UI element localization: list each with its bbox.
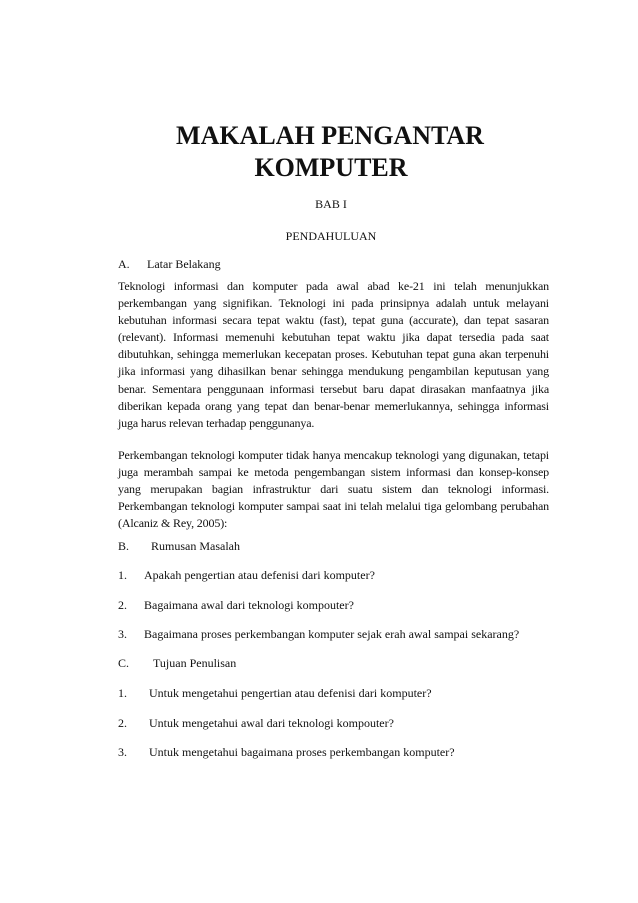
list-item-number: 1.	[118, 686, 127, 700]
list-item-number: 3.	[118, 627, 127, 641]
list-item-number: 2.	[118, 598, 127, 612]
list-item-number: 1.	[118, 568, 127, 582]
chapter-label: BAB I	[315, 197, 347, 211]
section-b-number: B.	[118, 539, 130, 553]
list-item-text: Bagaimana awal dari teknologi kompouter?	[144, 598, 354, 612]
list-item	[118, 597, 354, 613]
section-c-heading	[118, 655, 236, 671]
background-paragraph-1: Teknologi informasi dan komputer pada awal abad ke-21 ini telah menunjukkan perkembangan yang signifikan. Teknologi ini pada prinsipnya adalah untuk melayani kebutuhan informasi secara tepat waktu (fast), tepat guna (accurate), dan tepat sasaran (relevant). Informasi memenuhi kebutuhan tepat waktu jika dapat tersedia pada saat dibutuhkan, sehingga memerlukan kecepatan proses. Kebutuhan tepat guna akan terpenuhi jika informasi yang dihasilkan benar sehingga mendukung pengambilan keputusan yang benar. Sementara penggunaan informasi tersebut baru dapat dirasakan manfaatnya jika diberikan kepada orang yang tepat dan benar-benar memerlukannya, sehingga informasi juga harus relevan terhadap penggunanya.	[118, 279, 549, 430]
document-title-line1: MAKALAH PENGANTAR	[176, 121, 484, 150]
section-a-heading	[118, 257, 549, 272]
section-b-heading-text: Rumusan Masalah	[151, 539, 240, 553]
section-c-number: C.	[118, 656, 130, 670]
list-item-number: 3.	[118, 745, 127, 759]
background-paragraph-2: Perkembangan teknologi komputer tidak hanya mencakup teknologi yang digunakan, tetapi juga merambah sampai ke metoda pengembangan sistem informasi dan konsep-konsep yang merupakan bagian infrastruktur dari suatu sistem dan teknologi informasi. Perkembangan teknologi komputer sampai saat ini telah melalui tiga gelombang perubahan (Alcaniz & Rey, 2005):	[118, 448, 549, 531]
list-item-text: Bagaimana proses perkembangan komputer sejak erah awal sampai sekarang?	[144, 627, 520, 641]
section-b-heading	[118, 538, 240, 554]
list-item	[118, 626, 519, 642]
list-item	[118, 744, 455, 760]
list-item-text: Untuk mengetahui awal dari teknologi kompouter?	[149, 716, 394, 730]
document-title-line2: KOMPUTER	[254, 153, 408, 182]
list-item-text: Apakah pengertian atau defenisi dari komputer?	[144, 568, 375, 582]
section-a-number: A.	[118, 257, 130, 271]
list-item-text: Untuk mengetahui pengertian atau defenisi dari komputer?	[149, 686, 432, 700]
section-a-heading-text: Latar Belakang	[147, 257, 221, 271]
list-item	[118, 685, 432, 701]
section-c-heading-text: Tujuan Penulisan	[153, 656, 237, 670]
chapter-title: PENDAHULUAN	[285, 229, 377, 243]
list-item	[118, 715, 394, 731]
list-item-text: Untuk mengetahui bagaimana proses perkembangan komputer?	[149, 745, 455, 759]
list-item	[118, 567, 375, 583]
list-item-number: 2.	[118, 716, 127, 730]
